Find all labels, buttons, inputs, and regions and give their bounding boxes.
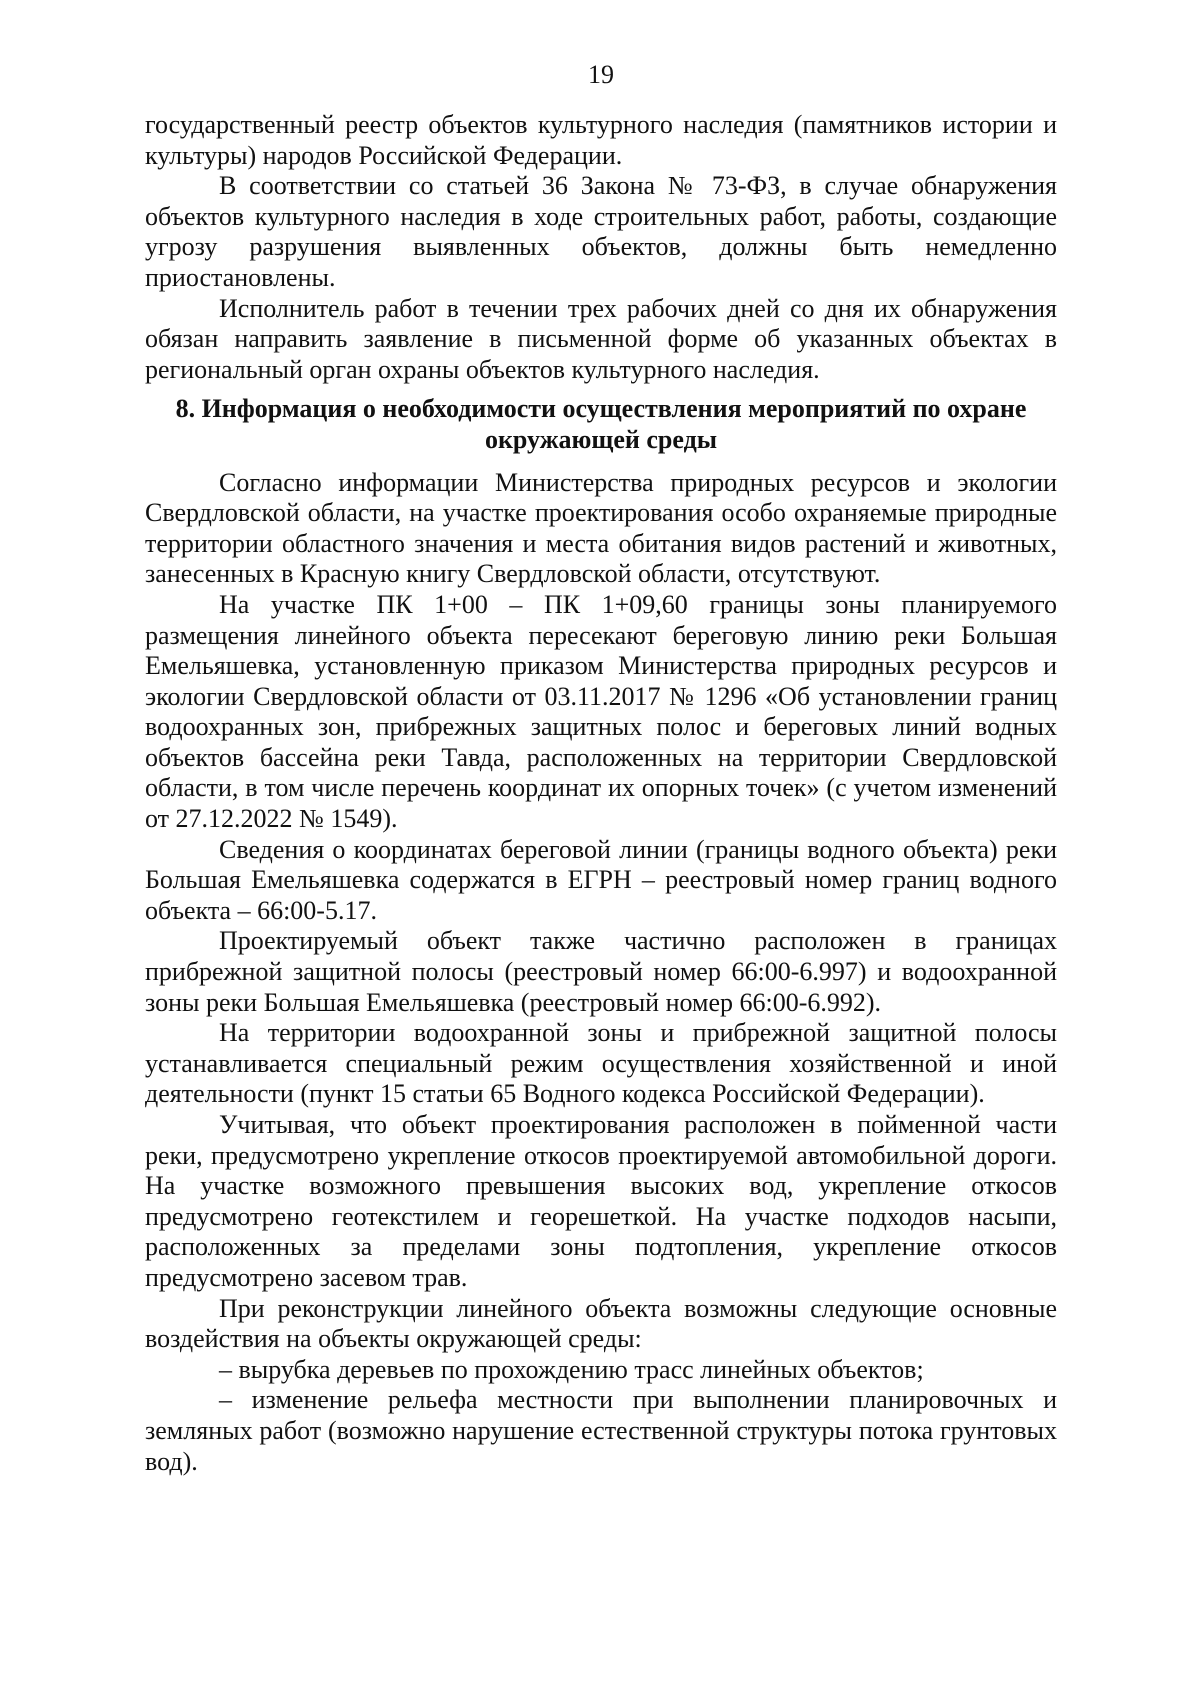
paragraph: государственный реестр объектов культурного наследия (памятников истории и культуры) народов Российской Федерации. (145, 110, 1057, 170)
paragraph: В соответствии со статьей 36 Закона № 73-ФЗ, в случае обнаружения объектов культурного наследия в ходе строительных работ, работы, создающие угрозу разрушения выявленных объектов, должны быть немедленно приостановлены. (145, 171, 1057, 292)
paragraph: При реконструкции линейного объекта возможны следующие основные воздействия на объекты окружающей среды: (145, 1293, 1057, 1354)
paragraph: Проектируемый объект также частично расположен в границах прибрежной защитной полосы (реестровый номер 66:00-6.997) и водоохранной зоны реки Большая Емельяшевка (реестровый номер 66:00-6.992). (145, 926, 1057, 1017)
paragraph: Сведения о координатах береговой линии (границы водного объекта) реки Большая Емельяшевка содержатся в ЕГРН – реестровый номер границ водного объекта – 66:00-5.17. (145, 834, 1057, 925)
paragraph: Согласно информации Министерства природных ресурсов и экологии Свердловской области, на участке проектирования особо охраняемые природные территории областного значения и места обитания видов растений и животных, занесенных в Красную книгу Свердловской области, отсутствуют. (145, 467, 1057, 589)
list-item: – изменение рельефа местности при выполнении планировочных и земляных работ (возможно нарушение естественной структуры потока грунтовых вод). (145, 1385, 1057, 1476)
list-item: – вырубка деревьев по прохождению трасс линейных объектов; (219, 1354, 924, 1384)
page-number: 19 (588, 60, 614, 89)
paragraph: На территории водоохранной зоны и прибрежной защитной полосы устанавливается специальный режим осуществления хозяйственной и иной деятельности (пункт 15 статьи 65 Водного кодекса Российской Федерации). (145, 1018, 1057, 1109)
paragraph: Исполнитель работ в течении трех рабочих дней со дня их обнаружения обязан направить заявление в письменной форме об указанных объектах в региональный орган охраны объектов культурного наследия. (145, 293, 1057, 384)
paragraph: На участке ПК 1+00 – ПК 1+09,60 границы зоны планируемого размещения линейного объекта пересекают береговую линию реки Большая Емельяшевка, установленную приказом Министерства природных ресурсов и экологии Свердловской области от 03.11.2017 № 1296 «Об установлении границ водоохранных зон, прибрежных защитных полос и береговых линий водных объектов бассейна реки Тавда, расположенных на территории Свердловской области, в том числе перечень координат их опорных точек» (с учетом изменений от 27.12.2022 № 1549). (145, 589, 1057, 834)
paragraph: Учитывая, что объект проектирования расположен в пойменной части реки, предусмотрено укрепление откосов проектируемой автомобильной дороги. На участке возможного превышения высоких вод, укрепление откосов предусмотрено геотекстилем и георешеткой. На участке подходов насыпи, расположенных за пределами зоны подтопления, укрепление откосов предусмотрено засевом трав. (145, 1110, 1057, 1292)
document-body (145, 110, 1057, 1477)
section-heading: 8. Информация о необходимости осуществления мероприятий по охране окружающей среды (175, 394, 1027, 454)
